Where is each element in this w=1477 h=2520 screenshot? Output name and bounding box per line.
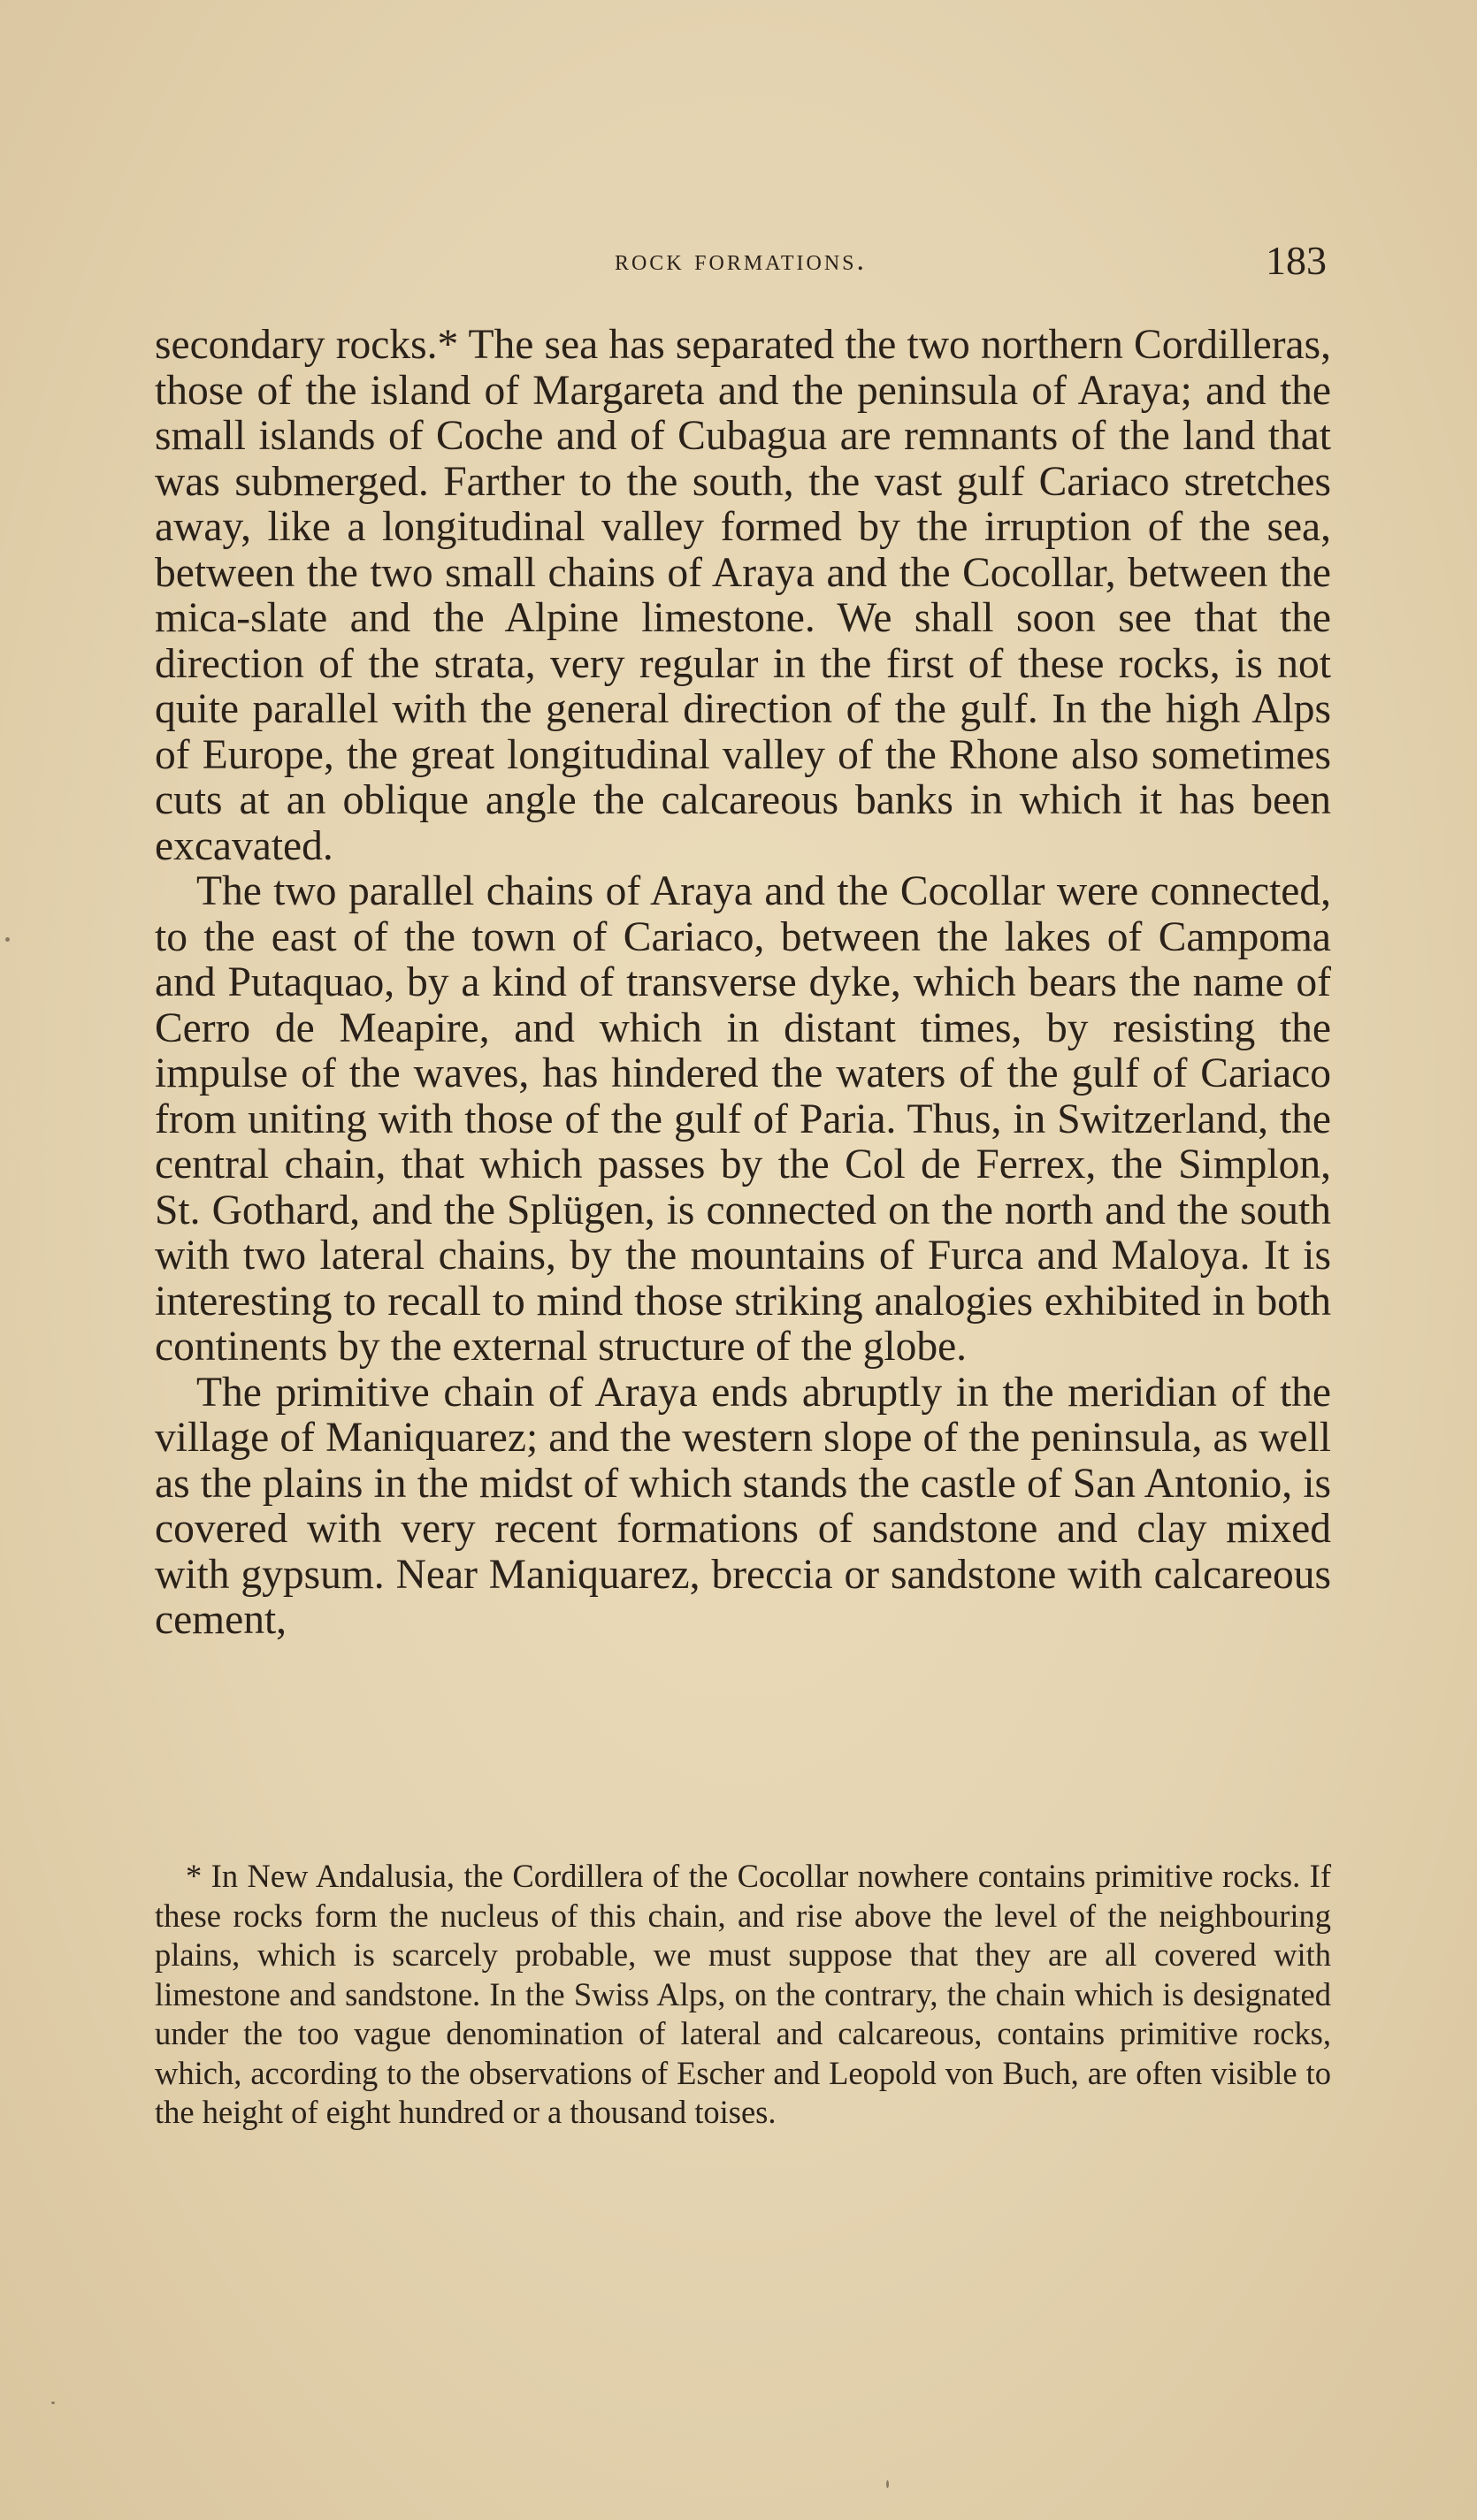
running-head — [155, 237, 1327, 290]
running-title: rock formations. — [614, 244, 868, 277]
page-number: 183 — [1266, 238, 1327, 283]
paper-speck — [5, 937, 10, 942]
paper-speck — [51, 2402, 55, 2404]
paper-speck — [886, 2480, 889, 2488]
body-text — [155, 323, 1331, 1644]
footnote — [155, 1857, 1331, 2133]
footnote-text: * In New Andalusia, the Cordillera of the Cocollar nowhere contains primitive rocks. If these rocks form the nucleus of this chain, and rise above the level of the neighbouring plains, which is scarcely probable, we must suppose that they are all covered with limestone and sandstone. In the Swiss Alps, on the contrary, the chain which is designated under the too vague denomination of lateral and calcareous, contains primitive rocks, which, according to the observations of Escher and Leopold von Buch, are often visible to the height of eight hundred or a thousand toises. — [155, 1858, 1331, 2130]
paragraph-1: secondary rocks.* The sea has separated the two northern Cordilleras, those of the island of Margareta and the peninsula of Araya; and the small islands of Coche and of Cubagua are remnants of the land that was submerged. Farther to the south, the vast gulf Cariaco stretches away, like a longitudinal valley formed by the irruption of the sea, between the two small chains of Araya and the Cocollar, between the mica-slate and the Alpine limestone. We shall soon see that the direction of the strata, very regular in the first of these rocks, is not quite parallel with the general direction of the gulf. In the high Alps of Europe, the great longitudinal valley of the Rhone also sometimes cuts at an oblique angle the calcareous banks in which it has been excavated. — [155, 322, 1331, 869]
paragraph-3: The primitive chain of Araya ends abruptly in the meridian of the village of Maniquarez; and the western slope of the peninsula, as well as the plains in the midst of which stands the castle of San Antonio, is covered with very recent formations of sandstone and clay mixed with gypsum. Near Maniquarez, breccia or sandstone with calcareous cement, — [155, 1369, 1331, 1643]
paragraph-2: The two parallel chains of Araya and the Cocollar were connected, to the east of the town of Cariaco, between the lakes of Campoma and Putaquao, by a kind of transverse dyke, which bears the name of Cerro de Meapire, and which in distant times, by resisting the impulse of the waves, has hindered the waters of the gulf of Cariaco from uniting with those of the gulf of Paria. Thus, in Switzerland, the central chain, that which passes by the Col de Ferrex, the Simplon, St. Gothard, and the Splügen, is connected on the north and the south with two lateral chains, by the mountains of Furca and Maloya. It is interesting to recall to mind those striking analogies exhibited in both continents by the external structure of the globe. — [155, 868, 1331, 1370]
